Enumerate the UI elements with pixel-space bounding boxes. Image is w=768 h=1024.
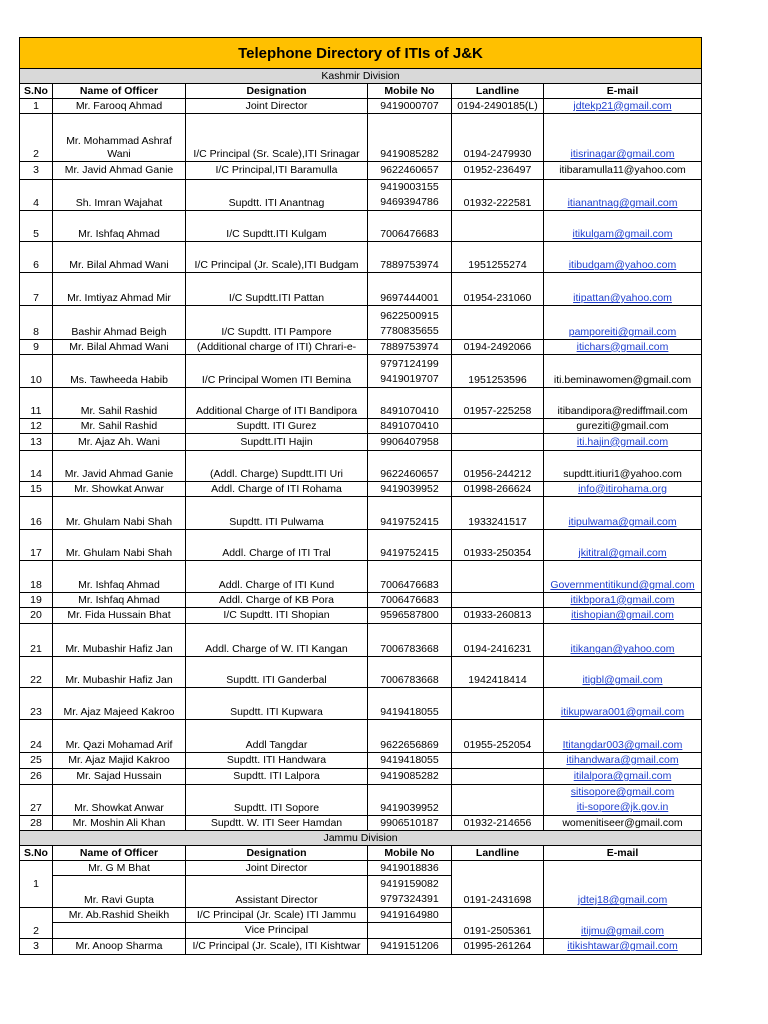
table-row: [20, 180, 702, 211]
column-header-mobile: Mobile No: [368, 84, 452, 99]
mobile-cell: [368, 180, 452, 211]
designation-cell: Addl. Charge of KB Pora: [186, 593, 368, 608]
mobile-cell: 9906407958: [368, 434, 452, 451]
officer-name-cell: Mr. Mubashir Hafiz Jan: [53, 624, 186, 657]
email-cell[interactable]: [544, 114, 702, 162]
officer-name-cell: Mr. Ghulam Nabi Shah: [53, 530, 186, 561]
officer-name-cell: Sh. Imran Wajahat: [53, 180, 186, 211]
landline-cell: 0194-2490185(L): [452, 99, 544, 114]
table-row: [20, 388, 702, 419]
sno-cell: 3: [20, 939, 53, 955]
officer-name-cell: Mr. Javid Ahmad Ganie: [53, 162, 186, 180]
email-cell-link[interactable]: itikishtawar@gmail.com: [567, 940, 678, 952]
sno-cell: 19: [20, 593, 53, 608]
officer-name-cell: Mr. Qazi Mohamad Arif: [53, 720, 186, 753]
table-row: [20, 657, 702, 688]
designation-cell: Supdtt. ITI Pulwama: [186, 497, 368, 530]
officer-name-cell: Mr. Mohammad Ashraf Wani: [53, 114, 186, 162]
table-row: [20, 419, 702, 434]
email-cell[interactable]: [544, 939, 702, 955]
officer-name-cell: Bashir Ahmad Beigh: [53, 306, 186, 340]
email-cell[interactable]: [544, 530, 702, 561]
officer-name-cell: Mr. Showkat Anwar: [53, 785, 186, 816]
mobile-cell-line: 7780835655: [380, 325, 439, 337]
email-cell-link[interactable]: itibudgam@yahoo.com: [568, 259, 677, 271]
column-header-sno: S.No: [20, 846, 53, 861]
designation-cell: I/C Principal (Jr. Scale) ITI Jammu: [186, 908, 368, 923]
sno-cell: 2: [20, 114, 53, 162]
email-cell[interactable]: [544, 657, 702, 688]
directory-sheet: [19, 37, 701, 955]
kashmir-division-row: [20, 69, 702, 84]
officer-name-cell: [53, 923, 186, 939]
mobile-cell: 8491070410: [368, 419, 452, 434]
designation-cell: (Additional charge of ITI) Chrari-e-: [186, 340, 368, 355]
mobile-cell: 9419085282: [368, 114, 452, 162]
landline-cell: 01952-236497: [452, 162, 544, 180]
mobile-cell: 8491070410: [368, 388, 452, 419]
officer-name-cell: Mr. Ishfaq Ahmad: [53, 211, 186, 242]
landline-cell: 1951255274: [452, 242, 544, 273]
email-cell[interactable]: [544, 753, 702, 769]
mobile-cell-line: 9797124199: [380, 358, 439, 370]
designation-cell: Supdtt. ITI Ganderbal: [186, 657, 368, 688]
sno-cell: 3: [20, 162, 53, 180]
mobile-cell: 9419418055: [368, 688, 452, 720]
sno-cell: 11: [20, 388, 53, 419]
jammu-division-row: [20, 831, 702, 846]
designation-cell: I/C Principal (Jr. Scale), ITI Kishtwar: [186, 939, 368, 955]
officer-name-cell: Mr. Sahil Rashid: [53, 388, 186, 419]
sno-cell: 4: [20, 180, 53, 211]
designation-cell: I/C Principal (Sr. Scale),ITI Srinagar: [186, 114, 368, 162]
email-cell[interactable]: [544, 340, 702, 355]
email-cell: iti.beminawomen@gmail.com: [544, 355, 702, 388]
table-row: [20, 497, 702, 530]
officer-name-cell: Mr. Sahil Rashid: [53, 419, 186, 434]
email-cell[interactable]: [544, 593, 702, 608]
email-cell: supdtt.itiuri1@yahoo.com: [544, 451, 702, 482]
landline-cell: [452, 561, 544, 593]
table-row: [20, 114, 702, 162]
table-row: [20, 530, 702, 561]
landline-cell: 01995-261264: [452, 939, 544, 955]
designation-cell: Addl. Charge of ITI Rohama: [186, 482, 368, 497]
mobile-cell: 9906510187: [368, 816, 452, 831]
email-cell[interactable]: [544, 99, 702, 114]
designation-cell: Supdtt. ITI Lalpora: [186, 769, 368, 785]
designation-cell: Addl. Charge of ITI Kund: [186, 561, 368, 593]
email-cell: itibandipora@rediffmail.com: [544, 388, 702, 419]
designation-cell: Supdtt. ITI Anantnag: [186, 180, 368, 211]
mobile-cell: 7006476683: [368, 211, 452, 242]
email-cell: gureziti@gmail.com: [544, 419, 702, 434]
sno-cell: 27: [20, 785, 53, 816]
designation-cell: Addl. Charge of ITI Tral: [186, 530, 368, 561]
email-cell-link[interactable]: info@itirohama.org: [578, 482, 667, 495]
email-cell[interactable]: [544, 908, 702, 939]
officer-name-cell: Mr. Showkat Anwar: [53, 482, 186, 497]
sno-cell: 26: [20, 769, 53, 785]
email-cell[interactable]: [544, 306, 702, 340]
mobile-cell-line: 9622500915: [380, 310, 439, 322]
table-row: [20, 769, 702, 785]
email-cell-link[interactable]: itihandwara@gmail.com: [566, 754, 679, 766]
email-cell[interactable]: [544, 242, 702, 273]
officer-name-cell: Mr. Ajaz Ah. Wani: [53, 434, 186, 451]
landline-cell: 0194-2416231: [452, 624, 544, 657]
email-cell-link[interactable]: Governmentitikund@gmal.com: [550, 579, 695, 591]
email-cell[interactable]: [544, 482, 702, 497]
sno-cell: 20: [20, 608, 53, 624]
mobile-cell: 7006783668: [368, 657, 452, 688]
email-cell[interactable]: [544, 497, 702, 530]
landline-cell: 01933-260813: [452, 608, 544, 624]
column-header-designation: Designation: [186, 84, 368, 99]
table-row: [20, 242, 702, 273]
sno-cell: 28: [20, 816, 53, 831]
table-row: [20, 451, 702, 482]
designation-cell: I/C Supdtt. ITI Shopian: [186, 608, 368, 624]
mobile-cell: [368, 876, 452, 908]
sno-cell: 16: [20, 497, 53, 530]
column-header-name: Name of Officer: [53, 84, 186, 99]
email-cell-link[interactable]: jdtej18@gmail.com: [577, 894, 668, 906]
email-cell-link[interactable]: itishopian@gmail.com: [571, 609, 674, 621]
landline-cell: 0194-2479930: [452, 114, 544, 162]
email-cell[interactable]: [544, 561, 702, 593]
sno-cell: 10: [20, 355, 53, 388]
landline-cell: [452, 769, 544, 785]
officer-name-cell: Mr. Farooq Ahmad: [53, 99, 186, 114]
mobile-cell: 9419039952: [368, 785, 452, 816]
landline-cell: 0194-2492066: [452, 340, 544, 355]
email-cell: itibaramulla11@yahoo.com: [544, 162, 702, 180]
table-row: [20, 785, 702, 816]
landline-cell: [452, 419, 544, 434]
email-cell-link[interactable]: itigbl@gmail.com: [582, 674, 663, 686]
officer-name-cell: Mr. Ishfaq Ahmad: [53, 593, 186, 608]
designation-cell: Addl Tangdar: [186, 720, 368, 753]
mobile-cell: 7006476683: [368, 593, 452, 608]
designation-cell: Vice Principal: [186, 923, 368, 939]
table-row: [20, 753, 702, 769]
sno-cell: 23: [20, 688, 53, 720]
officer-name-cell: Mr. Ravi Gupta: [53, 876, 186, 908]
email-cell-link[interactable]: itilalpora@gmail.com: [573, 770, 672, 782]
table-row: [20, 624, 702, 657]
sno-cell: 24: [20, 720, 53, 753]
email-cell[interactable]: [544, 180, 702, 211]
table-row: [20, 608, 702, 624]
mobile-cell: 9419000707: [368, 99, 452, 114]
landline-cell: 0191-2505361: [452, 908, 544, 939]
sno-cell: 5: [20, 211, 53, 242]
sno-cell: 21: [20, 624, 53, 657]
table-row: [20, 939, 702, 955]
mobile-cell: 9697444001: [368, 273, 452, 306]
column-header-mobile: Mobile No: [368, 846, 452, 861]
officer-name-cell: Mr. Ghulam Nabi Shah: [53, 497, 186, 530]
kashmir-division-label: Kashmir Division: [20, 69, 702, 84]
mobile-cell-line: 9419019707: [380, 373, 439, 385]
mobile-cell-line: 9419159082: [380, 878, 439, 890]
email-cell[interactable]: [544, 785, 702, 816]
officer-name-cell: Mr. Sajad Hussain: [53, 769, 186, 785]
sno-cell: 14: [20, 451, 53, 482]
column-header-landline: Landline: [452, 84, 544, 99]
email-cell-link[interactable]: itipulwama@gmail.com: [568, 516, 677, 528]
email-cell-link[interactable]: jkititral@gmail.com: [578, 547, 667, 559]
officer-name-cell: Mr. Ajaz Majid Kakroo: [53, 753, 186, 769]
sno-cell: 18: [20, 561, 53, 593]
email-cell-link[interactable]: itikbpora1@gmail.com: [570, 593, 675, 606]
table-row: [20, 162, 702, 180]
mobile-cell-line: 9469394786: [380, 196, 439, 208]
designation-cell: I/C Supdtt.ITI Pattan: [186, 273, 368, 306]
mobile-cell: 9419418055: [368, 753, 452, 769]
designation-cell: Supdtt.ITI Hajin: [186, 434, 368, 451]
sno-cell: 6: [20, 242, 53, 273]
designation-cell: (Addl. Charge) Supdtt.ITI Uri: [186, 451, 368, 482]
mobile-cell: 9419752415: [368, 497, 452, 530]
designation-cell: Additional Charge of ITI Bandipora: [186, 388, 368, 419]
mobile-cell: 9419151206: [368, 939, 452, 955]
officer-name-cell: Mr. G M Bhat: [53, 861, 186, 876]
email-cell-link[interactable]: Ititangdar003@gmail.com: [562, 739, 683, 751]
mobile-cell: 9419085282: [368, 769, 452, 785]
email-cell[interactable]: [544, 434, 702, 451]
sno-cell: 2: [20, 908, 53, 939]
column-header-email: E-mail: [544, 84, 702, 99]
officer-name-cell: Mr. Imtiyaz Ahmad Mir: [53, 273, 186, 306]
officer-name-cell: Mr. Ab.Rashid Sheikh: [53, 908, 186, 923]
mobile-cell: 9622460657: [368, 451, 452, 482]
landline-cell: [452, 306, 544, 340]
sno-cell: 15: [20, 482, 53, 497]
sno-cell: 22: [20, 657, 53, 688]
email-cell-link[interactable]: iti.hajin@gmail.com: [576, 435, 669, 448]
email-cell-link[interactable]: itikangan@yahoo.com: [570, 643, 675, 655]
landline-cell: 01933-250354: [452, 530, 544, 561]
sno-cell: 12: [20, 419, 53, 434]
designation-cell: Supdtt. W. ITI Seer Hamdan: [186, 816, 368, 831]
mobile-cell: [368, 355, 452, 388]
designation-cell: Supdtt. ITI Handwara: [186, 753, 368, 769]
mobile-cell: [368, 923, 452, 939]
table-row: [20, 593, 702, 608]
email-cell-link[interactable]: itianantnag@gmail.com: [567, 197, 678, 209]
sno-cell: 17: [20, 530, 53, 561]
mobile-cell: 9419752415: [368, 530, 452, 561]
email-cell-link[interactable]: itipattan@yahoo.com: [573, 292, 672, 304]
column-header-name: Name of Officer: [53, 846, 186, 861]
landline-cell: [452, 434, 544, 451]
landline-cell: 01954-231060: [452, 273, 544, 306]
table-row: [20, 340, 702, 355]
officer-name-cell: Mr. Bilal Ahmad Wani: [53, 340, 186, 355]
table-row: [20, 816, 702, 831]
mobile-cell: 9419018836: [368, 861, 452, 876]
mobile-cell: 7889753974: [368, 242, 452, 273]
table-row: [20, 720, 702, 753]
officer-name-cell: Mr. Bilal Ahmad Wani: [53, 242, 186, 273]
landline-cell: 1951253596: [452, 355, 544, 388]
landline-cell: 01932-214656: [452, 816, 544, 831]
table-row: [20, 355, 702, 388]
mobile-cell-line: 9419003155: [380, 181, 439, 193]
landline-cell: [452, 211, 544, 242]
officer-name-cell: Mr. Fida Hussain Bhat: [53, 608, 186, 624]
email-cell-link[interactable]: itisrinagar@gmail.com: [570, 148, 675, 160]
officer-name-cell: Mr. Moshin Ali Khan: [53, 816, 186, 831]
mobile-cell: 9622656869: [368, 720, 452, 753]
designation-cell: I/C Principal,ITI Baramulla: [186, 162, 368, 180]
mobile-cell: 9419164980: [368, 908, 452, 923]
column-header-email: E-mail: [544, 846, 702, 861]
kashmir-header-row: [20, 84, 702, 99]
officer-name-cell: Mr. Javid Ahmad Ganie: [53, 451, 186, 482]
directory-table: [19, 37, 702, 955]
email-cell[interactable]: [544, 273, 702, 306]
table-row: [20, 273, 702, 306]
landline-cell: 01956-244212: [452, 451, 544, 482]
sno-cell: 8: [20, 306, 53, 340]
email-cell-link[interactable]: itikupwara001@gmail.com: [560, 706, 685, 718]
officer-name-cell: Mr. Ishfaq Ahmad: [53, 561, 186, 593]
table-row: [20, 688, 702, 720]
sno-cell: 13: [20, 434, 53, 451]
officer-name-cell: Mr. Ajaz Majeed Kakroo: [53, 688, 186, 720]
mobile-cell: 9622460657: [368, 162, 452, 180]
sno-cell: 1: [20, 99, 53, 114]
email-cell-line[interactable]: iti-sopore@jk.gov.in: [576, 801, 669, 813]
column-header-designation: Designation: [186, 846, 368, 861]
mobile-cell: 7889753974: [368, 340, 452, 355]
mobile-cell: 9596587800: [368, 608, 452, 624]
jammu-header-row: [20, 846, 702, 861]
designation-cell: I/C Principal (Jr. Scale),ITI Budgam: [186, 242, 368, 273]
designation-cell: Joint Director: [186, 99, 368, 114]
jammu-division-label: Jammu Division: [20, 831, 702, 846]
designation-cell: Supdtt. ITI Kupwara: [186, 688, 368, 720]
page-title: Telephone Directory of ITIs of J&K: [20, 38, 702, 69]
column-header-landline: Landline: [452, 846, 544, 861]
email-cell[interactable]: [544, 769, 702, 785]
email-cell[interactable]: [544, 624, 702, 657]
email-cell[interactable]: [544, 688, 702, 720]
table-row: [20, 908, 702, 923]
designation-cell: I/C Supdtt. ITI Pampore: [186, 306, 368, 340]
landline-cell: [452, 688, 544, 720]
mobile-cell: 7006476683: [368, 561, 452, 593]
email-cell[interactable]: [544, 211, 702, 242]
sno-cell: 1: [20, 861, 53, 908]
landline-cell: [452, 593, 544, 608]
officer-name-cell: Ms. Tawheeda Habib: [53, 355, 186, 388]
landline-cell: [452, 753, 544, 769]
sno-cell: 7: [20, 273, 53, 306]
mobile-cell: 9419039952: [368, 482, 452, 497]
landline-cell: 0191-2431698: [452, 861, 544, 908]
designation-cell: Supdtt. ITI Gurez: [186, 419, 368, 434]
designation-cell: Joint Director: [186, 861, 368, 876]
email-cell[interactable]: [544, 608, 702, 624]
title-row: [20, 38, 702, 69]
table-row: [20, 861, 702, 876]
email-cell-link[interactable]: itijmu@gmail.com: [581, 925, 665, 937]
officer-name-cell: Mr. Anoop Sharma: [53, 939, 186, 955]
sno-cell: 25: [20, 753, 53, 769]
landline-cell: 01998-266624: [452, 482, 544, 497]
landline-cell: 1942418414: [452, 657, 544, 688]
mobile-cell: 7006783668: [368, 624, 452, 657]
table-row: [20, 211, 702, 242]
sno-cell: 9: [20, 340, 53, 355]
column-header-sno: S.No: [20, 84, 53, 99]
officer-name-cell: Mr. Mubashir Hafiz Jan: [53, 657, 186, 688]
landline-cell: 01932-222581: [452, 180, 544, 211]
email-cell-link[interactable]: pamporeiti@gmail.com: [568, 326, 677, 338]
designation-cell: Assistant Director: [186, 876, 368, 908]
email-cell-link[interactable]: itikulgam@gmail.com: [572, 228, 673, 240]
designation-cell: I/C Supdtt.ITI Kulgam: [186, 211, 368, 242]
table-row: [20, 434, 702, 451]
designation-cell: I/C Principal Women ITI Bemina: [186, 355, 368, 388]
email-cell-line[interactable]: sitisopore@gmail.com: [570, 786, 675, 798]
designation-cell: Addl. Charge of W. ITI Kangan: [186, 624, 368, 657]
email-cell[interactable]: [544, 861, 702, 908]
email-cell-link[interactable]: itichars@gmail.com: [576, 340, 669, 353]
mobile-cell-line: 9797324391: [380, 893, 439, 905]
email-cell[interactable]: [544, 720, 702, 753]
table-row: [20, 482, 702, 497]
table-row: [20, 99, 702, 114]
mobile-cell: [368, 306, 452, 340]
landline-cell: 01957-225258: [452, 388, 544, 419]
landline-cell: 1933241517: [452, 497, 544, 530]
table-row: [20, 561, 702, 593]
landline-cell: 01955-252054: [452, 720, 544, 753]
landline-cell: [452, 785, 544, 816]
email-cell: womenitiseer@gmail.com: [544, 816, 702, 831]
email-cell-link[interactable]: jdtekp21@gmail.com: [573, 99, 672, 112]
table-row: [20, 306, 702, 340]
designation-cell: Supdtt. ITI Sopore: [186, 785, 368, 816]
